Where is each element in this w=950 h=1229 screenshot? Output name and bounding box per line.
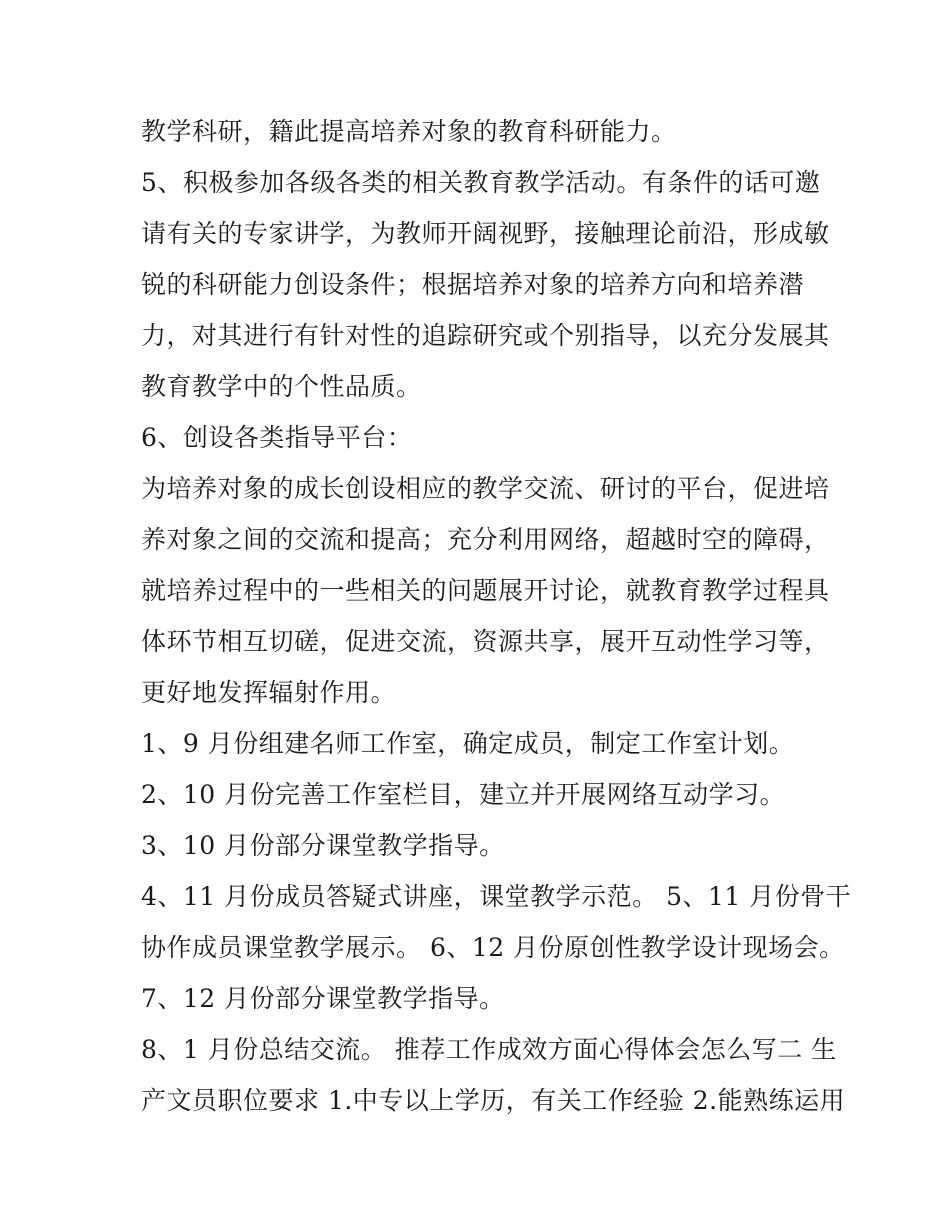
text-line: 2、10 月份完善工作室栏目，建立并开展网络互动学习。: [141, 780, 786, 809]
text-line: 为培养对象的成长创设相应的教学交流、研讨的平台，促进培: [141, 474, 830, 503]
text-line: 协作成员课堂教学展示。 6、12 月份原创性教学设计现场会。: [141, 933, 845, 962]
text-line: 请有关的专家讲学，为教师开阔视野，接触理论前沿，形成敏: [141, 219, 830, 248]
text-line: 教育教学中的个性品质。: [141, 372, 422, 401]
text-line: 1、9 月份组建名师工作室，确定成员，制定工作室计划。: [141, 729, 795, 758]
text-line: 养对象之间的交流和提高；充分利用网络，超越时空的障碍，: [141, 525, 830, 554]
text-line: 4、11 月份成员答疑式讲座，课堂教学示范。 5、11 月份骨干: [141, 882, 852, 911]
text-line: 就培养过程中的一些相关的问题展开讨论，就教育教学过程具: [141, 576, 830, 605]
text-line: 锐的科研能力创设条件；根据培养对象的培养方向和培养潜: [141, 270, 805, 299]
text-line: 力，对其进行有针对性的追踪研究或个别指导，以充分发展其: [141, 321, 830, 350]
document-body: [141, 106, 852, 1126]
text-line: 产文员职位要求 1.中专以上学历，有关工作经验 2.能熟练运用: [141, 1086, 846, 1115]
text-line: 5、积极参加各级各类的相关教育教学活动。有条件的话可邀: [141, 168, 821, 197]
text-line: 教学科研，籍此提高培养对象的教育科研能力。: [141, 117, 677, 146]
text-line: 3、10 月份部分课堂教学指导。: [141, 831, 505, 860]
text-line: 7、12 月份部分课堂教学指导。: [141, 984, 505, 1013]
text-line: 体环节相互切磋，促进交流，资源共享，展开互动性学习等，: [141, 627, 830, 656]
text-line: 8、1 月份总结交流。 推荐工作成效方面心得体会怎么写二 生: [141, 1035, 837, 1064]
text-line: 6、创设各类指导平台：: [141, 423, 413, 452]
text-line: 更好地发挥辐射作用。: [141, 678, 397, 707]
